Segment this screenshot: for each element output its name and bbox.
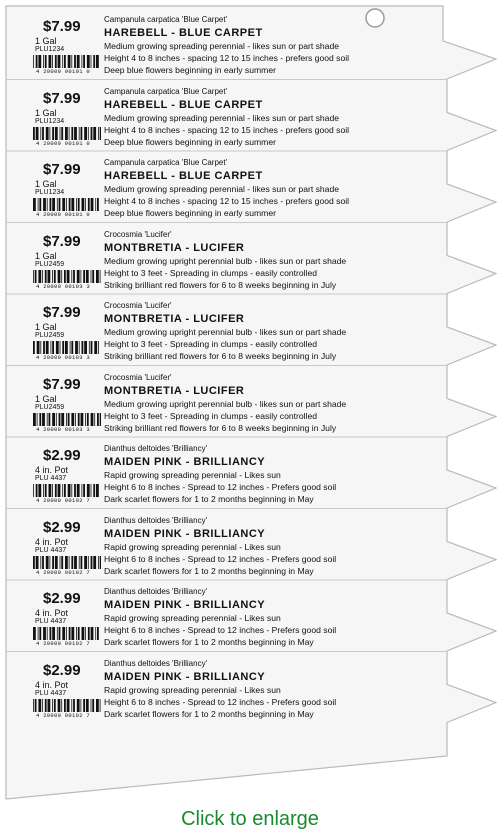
barcode-icon — [33, 198, 101, 211]
description-line-1: Medium growing spreading perennial - likes sun or part shade — [104, 112, 340, 123]
barcode-number: 4 20000 00102 7 — [36, 640, 91, 647]
description-line-2: Height 6 to 8 inches - Spread to 12 inches - Prefers good soil — [104, 482, 337, 492]
common-name: HAREBELL - BLUE CARPET — [104, 27, 263, 39]
description-line-3: Striking brilliant red flowers for 6 to 8 weeks beginning in July — [104, 279, 337, 290]
plu-code: PLU 4437 — [35, 689, 67, 697]
botanical-name: Crocosmia 'Lucifer' — [104, 301, 172, 310]
common-name: MONTBRETIA - LUCIFER — [104, 241, 245, 254]
description-line-3: Deep blue flowers beginning in early summer — [104, 65, 276, 75]
plant-tag — [7, 512, 447, 576]
plu-code: PLU2459 — [35, 260, 65, 268]
description-line-3: Striking brilliant red flowers for 6 to 8 weeks beginning in July — [104, 351, 337, 361]
container-size: 1 Gal — [35, 393, 57, 404]
plu-code: PLU 4437 — [35, 546, 67, 554]
plant-tag — [7, 154, 447, 218]
description-line-1: Medium growing upright perennial bulb - likes sun or part shade — [104, 398, 347, 409]
description-line-1: Rapid growing spreading perennial - Likes sun — [104, 541, 281, 552]
container-size: 1 Gal — [35, 179, 57, 189]
barcode-number: 4 20000 00102 7 — [36, 711, 91, 719]
container-size: 1 Gal — [35, 250, 57, 261]
botanical-name: Campanula carpatica 'Blue Carpet' — [104, 86, 228, 96]
description-line-2: Height 6 to 8 inches - Spread to 12 inches - Prefers good soil — [104, 696, 337, 707]
description-line-1: Medium growing spreading perennial - likes sun or part shade — [104, 184, 340, 194]
barcode-number: 4 20000 00103 3 — [36, 282, 91, 290]
plant-tag — [7, 297, 447, 361]
plant-tag-sheet — [3, 3, 497, 800]
description-line-3: Dark scarlet flowers for 1 to 2 months beginning in May — [104, 494, 314, 504]
barcode-number: 4 20000 00102 7 — [36, 568, 91, 576]
price-label: $7.99 — [43, 89, 81, 107]
botanical-name: Campanula carpatica 'Blue Carpet' — [104, 15, 228, 24]
botanical-name: Dianthus deltoides 'Brilliancy' — [104, 658, 208, 668]
barcode-icon — [33, 270, 101, 283]
barcode-number: 4 20000 00101 0 — [36, 68, 91, 75]
barcode-icon — [33, 341, 101, 354]
plant-tag — [7, 83, 447, 147]
plant-tag — [7, 583, 447, 647]
common-name: MAIDEN PINK - BRILLIANCY — [104, 670, 266, 683]
description-line-1: Rapid growing spreading perennial - Likes sun — [104, 684, 281, 695]
plu-code: PLU1234 — [35, 46, 65, 53]
container-size: 4 in. Pot — [35, 608, 69, 618]
barcode-icon — [33, 484, 101, 497]
price-label: $2.99 — [43, 447, 81, 464]
plu-code: PLU1234 — [35, 189, 65, 196]
plu-code: PLU 4437 — [35, 618, 67, 625]
description-line-3: Dark scarlet flowers for 1 to 2 months beginning in May — [104, 708, 314, 719]
common-name: HAREBELL - BLUE CARPET — [104, 170, 263, 182]
common-name: MONTBRETIA - LUCIFER — [104, 313, 245, 325]
container-size: 1 Gal — [35, 322, 57, 332]
description-line-1: Medium growing spreading perennial - likes sun or part shade — [104, 41, 340, 51]
botanical-name: Campanula carpatica 'Blue Carpet' — [104, 158, 228, 167]
description-line-1: Medium growing upright perennial bulb - likes sun or part shade — [104, 327, 347, 337]
plu-code: PLU1234 — [35, 117, 65, 125]
barcode-number: 4 20000 00101 0 — [36, 211, 91, 218]
description-line-3: Dark scarlet flowers for 1 to 2 months beginning in May — [104, 637, 314, 647]
description-line-3: Deep blue flowers beginning in early summer — [104, 208, 276, 218]
description-line-2: Height 6 to 8 inches - Spread to 12 inches - Prefers good soil — [104, 553, 337, 564]
common-name: MAIDEN PINK - BRILLIANCY — [104, 456, 266, 468]
barcode-icon — [33, 556, 101, 569]
common-name: MONTBRETIA - LUCIFER — [104, 384, 245, 397]
description-line-2: Height to 3 feet - Spreading in clumps - easily controlled — [104, 410, 318, 421]
common-name: MAIDEN PINK - BRILLIANCY — [104, 599, 266, 611]
plant-tag — [7, 226, 447, 290]
description-line-1: Rapid growing spreading perennial - Likes sun — [104, 613, 281, 623]
description-line-2: Height 6 to 8 inches - Spread to 12 inches - Prefers good soil — [104, 625, 337, 635]
barcode-icon — [33, 127, 101, 140]
price-label: $7.99 — [43, 375, 81, 393]
description-line-2: Height to 3 feet - Spreading in clumps - easily controlled — [104, 267, 318, 278]
common-name: HAREBELL - BLUE CARPET — [104, 98, 263, 111]
price-label: $2.99 — [43, 661, 81, 679]
barcode-icon — [33, 699, 101, 712]
botanical-name: Dianthus deltoides 'Brilliancy' — [104, 587, 208, 596]
price-label: $7.99 — [43, 161, 81, 178]
plant-tag — [7, 369, 447, 433]
description-line-1: Rapid growing spreading perennial - Likes sun — [104, 470, 281, 480]
botanical-name: Crocosmia 'Lucifer' — [104, 372, 172, 382]
plant-tag — [7, 655, 447, 719]
price-label: $7.99 — [43, 232, 81, 250]
barcode-icon — [33, 413, 101, 426]
common-name: MAIDEN PINK - BRILLIANCY — [104, 527, 266, 540]
description-line-2: Height 4 to 8 inches - spacing 12 to 15 inches - prefers good soil — [104, 53, 350, 63]
container-size: 4 in. Pot — [35, 679, 69, 690]
price-label: $2.99 — [43, 590, 81, 607]
barcode-icon — [33, 627, 101, 640]
plant-tag — [7, 11, 447, 75]
description-line-2: Height to 3 feet - Spreading in clumps - easily controlled — [104, 339, 318, 349]
price-label: $7.99 — [43, 304, 81, 321]
barcode-icon — [33, 55, 101, 68]
botanical-name: Crocosmia 'Lucifer' — [104, 229, 172, 239]
description-line-3: Deep blue flowers beginning in early summer — [104, 136, 276, 147]
barcode-number: 4 20000 00101 0 — [36, 139, 91, 147]
price-label: $2.99 — [43, 518, 81, 536]
description-line-3: Striking brilliant red flowers for 6 to 8 weeks beginning in July — [104, 422, 337, 433]
plu-code: PLU2459 — [35, 332, 65, 339]
click-to-enlarge-link[interactable]: Click to enlarge — [181, 808, 319, 830]
plant-tag — [7, 440, 447, 504]
description-line-2: Height 4 to 8 inches - spacing 12 to 15 inches - prefers good soil — [104, 196, 350, 206]
barcode-number: 4 20000 00103 3 — [36, 425, 91, 433]
plu-code: PLU2459 — [35, 403, 65, 411]
botanical-name: Dianthus deltoides 'Brilliancy' — [104, 444, 208, 453]
container-size: 4 in. Pot — [35, 465, 69, 475]
description-line-1: Medium growing upright perennial bulb - likes sun or part shade — [104, 255, 347, 266]
price-label: $7.99 — [43, 18, 81, 35]
description-line-2: Height 4 to 8 inches - spacing 12 to 15 inches - prefers good soil — [104, 124, 350, 135]
barcode-number: 4 20000 00103 3 — [36, 354, 91, 361]
plu-code: PLU 4437 — [35, 475, 67, 482]
description-line-3: Dark scarlet flowers for 1 to 2 months beginning in May — [104, 565, 314, 576]
container-size: 1 Gal — [35, 36, 57, 46]
container-size: 4 in. Pot — [35, 536, 69, 547]
barcode-number: 4 20000 00102 7 — [36, 497, 91, 504]
container-size: 1 Gal — [35, 107, 57, 118]
botanical-name: Dianthus deltoides 'Brilliancy' — [104, 515, 208, 525]
